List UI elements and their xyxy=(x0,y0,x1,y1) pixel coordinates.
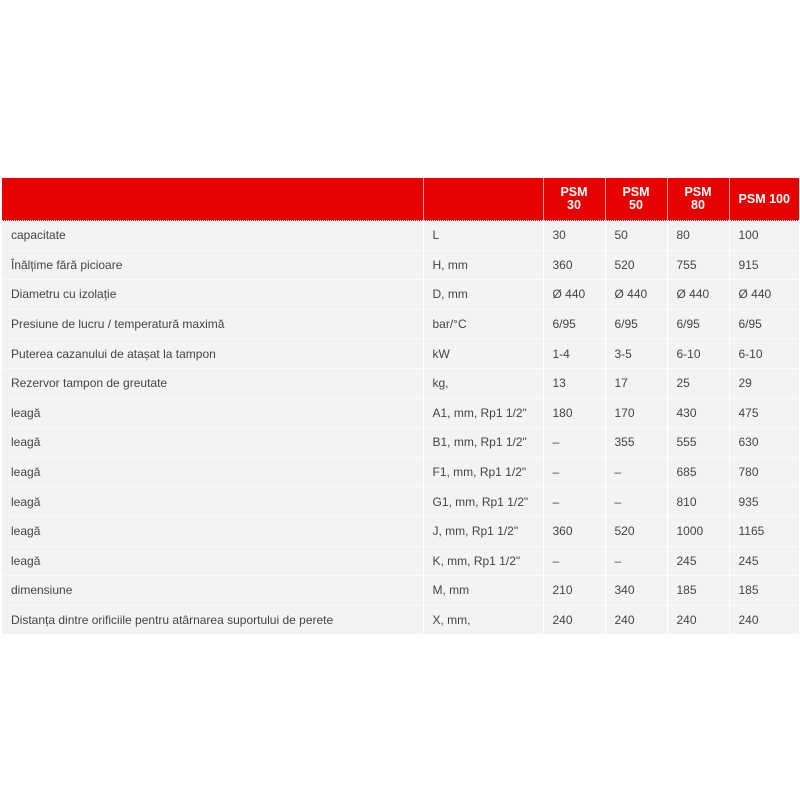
cell-psm-30: 13 xyxy=(543,368,605,398)
cell-psm-100: 780 xyxy=(729,457,799,487)
cell-psm-80: 430 xyxy=(667,398,729,428)
table-row xyxy=(2,280,799,310)
cell-psm-50: Ø 440 xyxy=(605,280,667,310)
cell-psm-100: 475 xyxy=(729,398,799,428)
cell-unit: D, mm xyxy=(423,280,543,310)
header-psm-50: PSM 50 xyxy=(605,178,667,221)
cell-unit: F1, mm, Rp1 1/2" xyxy=(423,457,543,487)
cell-unit: J, mm, Rp1 1/2" xyxy=(423,516,543,546)
cell-psm-80: 685 xyxy=(667,457,729,487)
cell-psm-100: 245 xyxy=(729,546,799,576)
cell-psm-30: – xyxy=(543,546,605,576)
cell-psm-50: – xyxy=(605,546,667,576)
cell-psm-80: Ø 440 xyxy=(667,280,729,310)
table-row xyxy=(2,576,799,606)
table-row xyxy=(2,487,799,517)
cell-psm-100: 630 xyxy=(729,428,799,458)
cell-psm-100: 1165 xyxy=(729,516,799,546)
cell-unit: kg, xyxy=(423,368,543,398)
cell-unit: M, mm xyxy=(423,576,543,606)
cell-parameter: dimensiune xyxy=(2,576,423,606)
cell-psm-80: 555 xyxy=(667,428,729,458)
table-header-row xyxy=(2,178,799,221)
cell-psm-30: 180 xyxy=(543,398,605,428)
cell-parameter: leagă xyxy=(2,546,423,576)
cell-unit: H, mm xyxy=(423,250,543,280)
cell-psm-100: 240 xyxy=(729,605,799,634)
cell-psm-80: 80 xyxy=(667,221,729,251)
cell-psm-30: Ø 440 xyxy=(543,280,605,310)
header-psm-30: PSM 30 xyxy=(543,178,605,221)
cell-psm-80: 755 xyxy=(667,250,729,280)
header-psm-80: PSM 80 xyxy=(667,178,729,221)
cell-psm-30: – xyxy=(543,428,605,458)
cell-psm-50: – xyxy=(605,457,667,487)
cell-psm-100: 100 xyxy=(729,221,799,251)
cell-psm-100: Ø 440 xyxy=(729,280,799,310)
cell-parameter: Rezervor tampon de greutate xyxy=(2,368,423,398)
cell-psm-50: 520 xyxy=(605,250,667,280)
cell-parameter: leagă xyxy=(2,398,423,428)
cell-psm-30: – xyxy=(543,487,605,517)
cell-unit: X, mm, xyxy=(423,605,543,634)
cell-psm-30: 240 xyxy=(543,605,605,634)
header-parameter xyxy=(2,178,423,221)
cell-parameter: Presiune de lucru / temperatură maximă xyxy=(2,309,423,339)
cell-unit: K, mm, Rp1 1/2" xyxy=(423,546,543,576)
cell-psm-50: 355 xyxy=(605,428,667,458)
cell-parameter: Înălțime fără picioare xyxy=(2,250,423,280)
cell-psm-80: 6/95 xyxy=(667,309,729,339)
cell-psm-50: 3-5 xyxy=(605,339,667,369)
table-body xyxy=(2,221,799,635)
cell-psm-50: 170 xyxy=(605,398,667,428)
table-row xyxy=(2,221,799,251)
cell-psm-100: 185 xyxy=(729,576,799,606)
cell-unit: kW xyxy=(423,339,543,369)
cell-psm-30: 210 xyxy=(543,576,605,606)
cell-psm-30: 360 xyxy=(543,250,605,280)
cell-psm-50: – xyxy=(605,487,667,517)
table-row xyxy=(2,250,799,280)
header-psm-100: PSM 100 xyxy=(729,178,799,221)
table-row xyxy=(2,428,799,458)
cell-psm-80: 25 xyxy=(667,368,729,398)
cell-parameter: capacitate xyxy=(2,221,423,251)
cell-parameter: Diametru cu izolație xyxy=(2,280,423,310)
cell-psm-80: 6-10 xyxy=(667,339,729,369)
table-row xyxy=(2,457,799,487)
cell-unit: L xyxy=(423,221,543,251)
cell-psm-100: 935 xyxy=(729,487,799,517)
table-row xyxy=(2,368,799,398)
cell-parameter: Distanța dintre orificiile pentru atârnarea suportului de perete xyxy=(2,605,423,634)
cell-unit: G1, mm, Rp1 1/2" xyxy=(423,487,543,517)
cell-psm-50: 6/95 xyxy=(605,309,667,339)
cell-psm-30: 1-4 xyxy=(543,339,605,369)
cell-parameter: leagă xyxy=(2,428,423,458)
specifications-table xyxy=(2,178,799,634)
table-row xyxy=(2,605,799,634)
cell-psm-100: 29 xyxy=(729,368,799,398)
cell-psm-30: – xyxy=(543,457,605,487)
cell-parameter: Puterea cazanului de atașat la tampon xyxy=(2,339,423,369)
cell-psm-80: 810 xyxy=(667,487,729,517)
cell-psm-80: 240 xyxy=(667,605,729,634)
cell-psm-50: 17 xyxy=(605,368,667,398)
cell-parameter: leagă xyxy=(2,457,423,487)
cell-psm-50: 520 xyxy=(605,516,667,546)
cell-unit: A1, mm, Rp1 1/2" xyxy=(423,398,543,428)
table-row xyxy=(2,309,799,339)
cell-parameter: leagă xyxy=(2,516,423,546)
cell-psm-30: 360 xyxy=(543,516,605,546)
cell-psm-80: 185 xyxy=(667,576,729,606)
cell-psm-50: 50 xyxy=(605,221,667,251)
cell-psm-50: 240 xyxy=(605,605,667,634)
cell-psm-80: 245 xyxy=(667,546,729,576)
table-row xyxy=(2,339,799,369)
header-unit xyxy=(423,178,543,221)
cell-psm-30: 6/95 xyxy=(543,309,605,339)
table-row xyxy=(2,398,799,428)
cell-unit: B1, mm, Rp1 1/2" xyxy=(423,428,543,458)
table-row xyxy=(2,546,799,576)
cell-psm-80: 1000 xyxy=(667,516,729,546)
cell-psm-50: 340 xyxy=(605,576,667,606)
table-row xyxy=(2,516,799,546)
cell-psm-100: 6/95 xyxy=(729,309,799,339)
cell-unit: bar/°C xyxy=(423,309,543,339)
cell-parameter: leagă xyxy=(2,487,423,517)
cell-psm-100: 6-10 xyxy=(729,339,799,369)
cell-psm-100: 915 xyxy=(729,250,799,280)
cell-psm-30: 30 xyxy=(543,221,605,251)
